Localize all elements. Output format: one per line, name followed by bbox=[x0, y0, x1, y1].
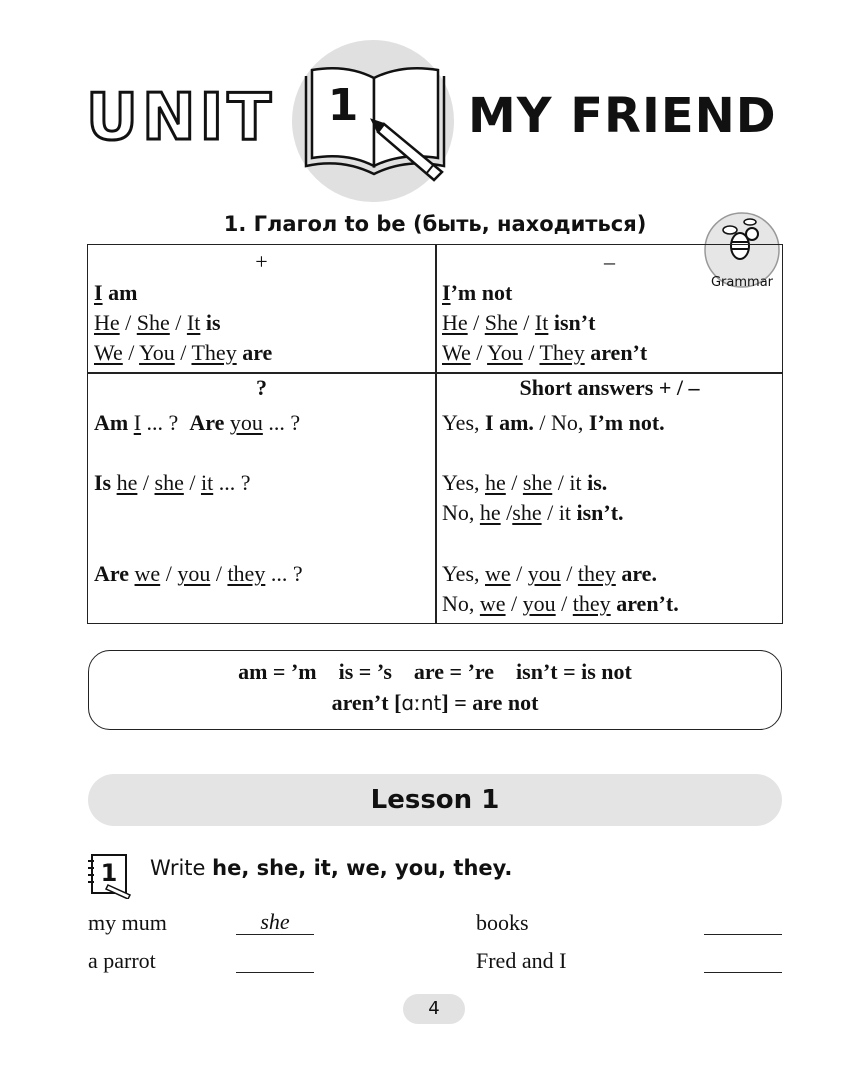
unit-number: 1 bbox=[327, 80, 359, 131]
negative-row-we-you-they: We / You / They aren’t bbox=[442, 340, 648, 365]
exercise-item-label: books bbox=[476, 910, 529, 935]
unit-label: UNIT bbox=[86, 81, 275, 155]
exercise-answer-blank[interactable] bbox=[704, 948, 782, 973]
question-header: ? bbox=[256, 375, 267, 400]
exercise-item-label: my mum bbox=[88, 910, 167, 935]
positive-row-we-you-they: We / You / They are bbox=[94, 340, 273, 365]
exercise-number: 1 bbox=[100, 859, 118, 887]
to-be-grammar-table bbox=[87, 244, 783, 624]
exercise-answer-blank[interactable] bbox=[236, 948, 314, 973]
contractions-line-2: aren’t [ɑːnt] = are not bbox=[331, 690, 539, 715]
grammar-heading: 1. Глагол to be (быть, находиться) bbox=[223, 212, 647, 236]
table-divider-vertical bbox=[435, 245, 437, 623]
exercise-item-label: a parrot bbox=[88, 948, 156, 973]
question-row-he-she-it: Is he / she / it ... ? bbox=[94, 470, 251, 495]
exercise-instruction: Write he, she, it, we, you, they. bbox=[150, 856, 513, 880]
answer-row-yes-he-she-it: Yes, he / she / it is. bbox=[442, 470, 608, 495]
exercise-answer-blank[interactable]: she bbox=[236, 910, 314, 935]
negative-row-he-she-it: He / She / It isn’t bbox=[442, 310, 596, 335]
question-row-we-you-they: Are we / you / they ... ? bbox=[94, 561, 303, 586]
lesson-title: Lesson 1 bbox=[88, 774, 782, 826]
contractions-box bbox=[88, 650, 782, 730]
grammar-badge-label: Grammar bbox=[710, 275, 774, 290]
notebook-pencil-icon bbox=[86, 851, 140, 899]
answer-row-yes-we-you-they: Yes, we / you / they are. bbox=[442, 561, 657, 586]
positive-row-i: I am bbox=[94, 280, 138, 305]
answer-row-no-we-you-they: No, we / you / they aren’t. bbox=[442, 591, 679, 616]
exercise-answer-blank[interactable] bbox=[704, 910, 782, 935]
contractions-line-1: am = ’m is = ’s are = ’re isn’t = is not bbox=[238, 659, 632, 684]
answer-row-i: Yes, I am. / No, I’m not. bbox=[442, 410, 665, 435]
page-number: 4 bbox=[403, 994, 465, 1024]
answer-row-no-he-she-it: No, he /she / it isn’t. bbox=[442, 500, 624, 525]
negative-header: – bbox=[604, 249, 615, 274]
question-row-i-you: Am I ... ? Are you ... ? bbox=[94, 410, 301, 435]
negative-row-i: I’m not bbox=[442, 280, 513, 305]
unit-title: MY FRIEND bbox=[468, 88, 777, 144]
positive-row-he-she-it: He / She / It is bbox=[94, 310, 221, 335]
short-answers-header: Short answers + / – bbox=[519, 375, 700, 400]
exercise-item-label: Fred and I bbox=[476, 948, 567, 973]
positive-header: + bbox=[255, 249, 268, 274]
